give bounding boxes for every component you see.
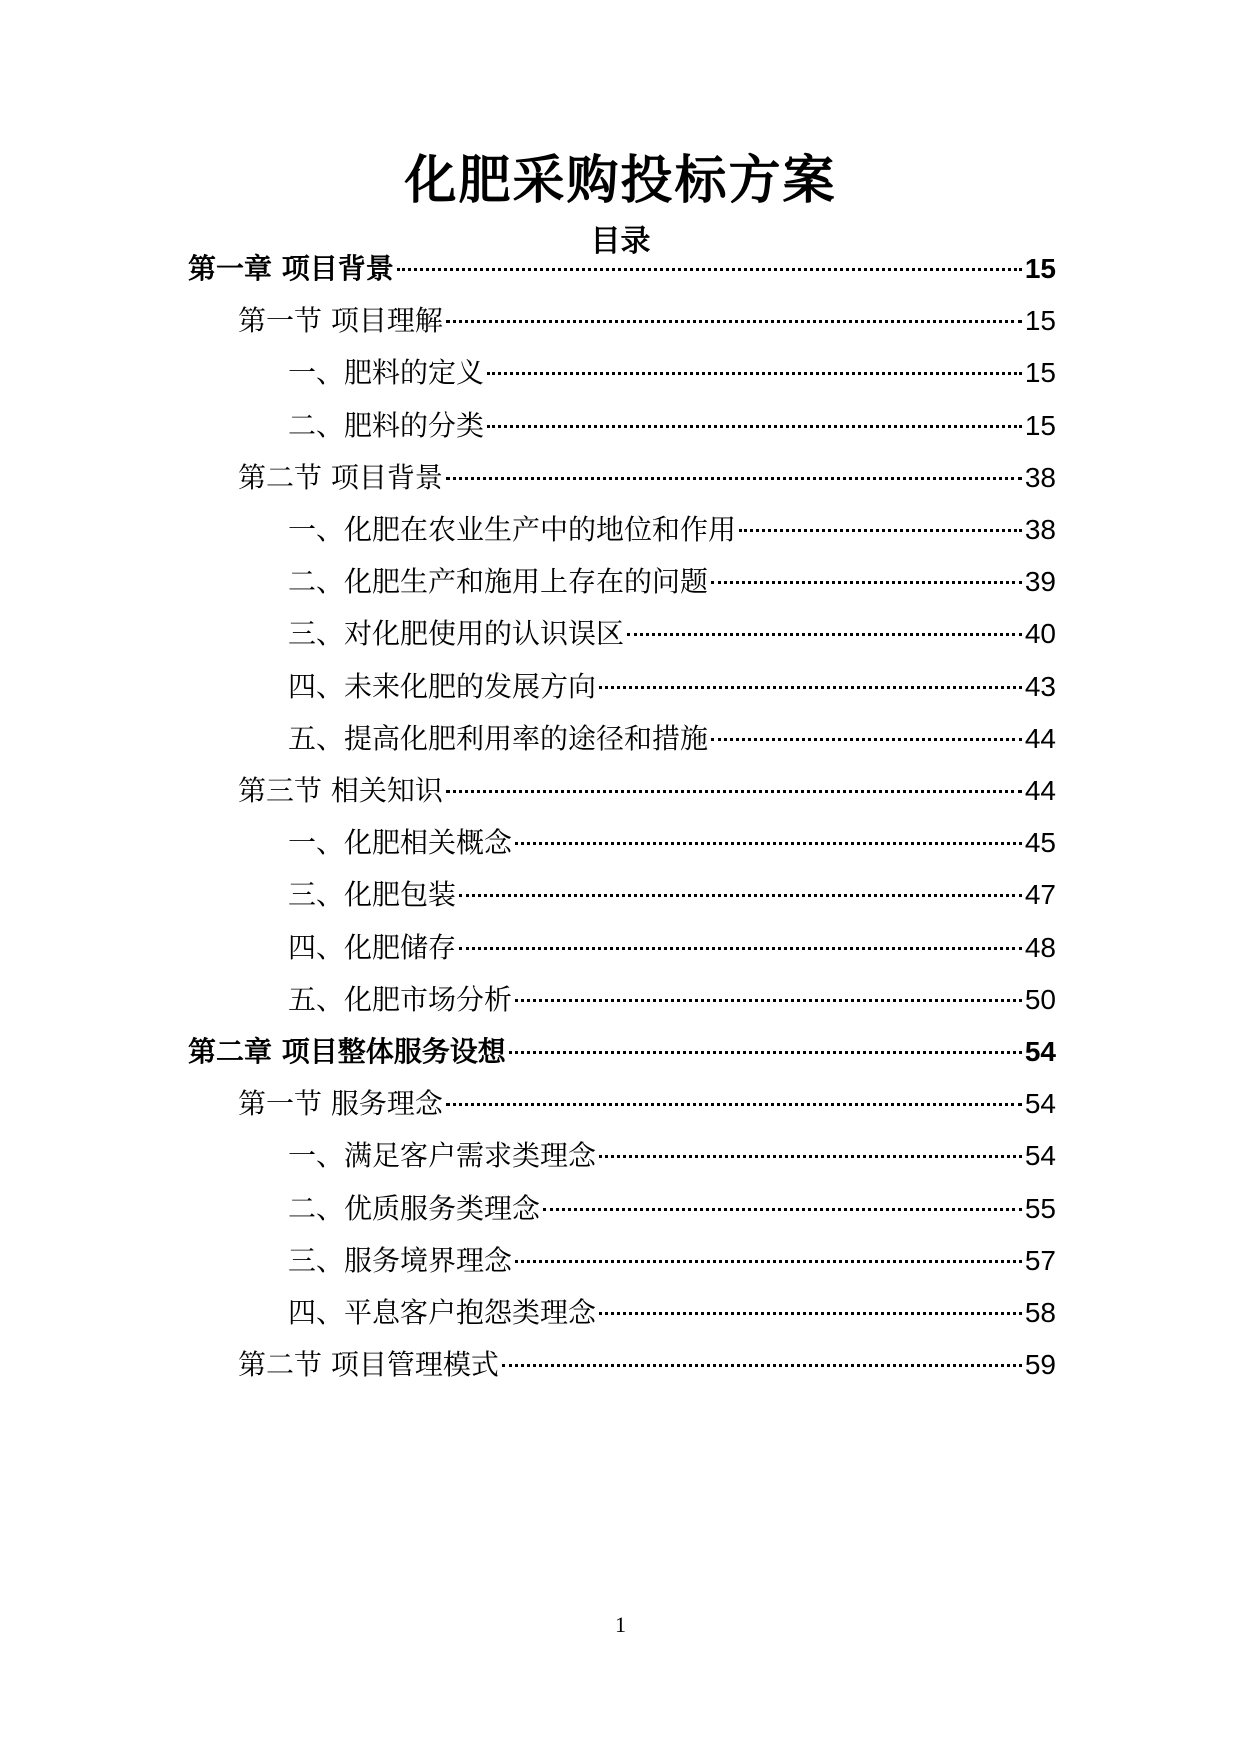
- document-title: 化肥采购投标方案: [404, 151, 837, 211]
- toc-dot-leader: [711, 581, 1022, 584]
- toc-entry-level-3[interactable]: [288, 926, 1056, 970]
- toc-dot-leader: [446, 320, 1022, 323]
- toc-entry-page: 44: [1024, 722, 1056, 754]
- toc-entry-page: 54: [1024, 1140, 1056, 1172]
- toc-entry-title: 一、化肥相关概念: [288, 826, 513, 860]
- toc-entry-page: 15: [1024, 253, 1056, 284]
- toc-entry-title: 三、对化肥使用的认识误区: [288, 617, 625, 651]
- page-number: 1: [615, 1612, 626, 1637]
- toc-entry-level-1[interactable]: [188, 1030, 1056, 1074]
- toc-dot-leader: [487, 372, 1022, 375]
- toc-dot-leader: [397, 268, 1022, 271]
- toc-entry-page: 43: [1024, 670, 1056, 702]
- toc-entry-title: 一、化肥在农业生产中的地位和作用: [288, 513, 737, 546]
- toc-dot-leader: [509, 1051, 1022, 1054]
- toc-entry-page: 54: [1024, 1088, 1056, 1120]
- toc-entry-title: 二、肥料的分类: [288, 408, 485, 442]
- toc-entry-title: 第一节 项目理解: [238, 304, 443, 338]
- toc-entry-title: 第二节 项目管理模式: [238, 1348, 499, 1382]
- toc-dot-leader: [459, 947, 1022, 950]
- toc-dot-leader: [446, 1103, 1022, 1106]
- toc-entry-page: 55: [1024, 1192, 1056, 1224]
- toc-entry-level-2[interactable]: [238, 1343, 1056, 1387]
- toc-entry-level-3[interactable]: [288, 1187, 1056, 1231]
- toc-entry-page: 38: [1024, 461, 1056, 493]
- toc-entry-level-3[interactable]: [288, 873, 1056, 917]
- toc-entry-page: 47: [1024, 879, 1056, 911]
- toc-entry-level-3[interactable]: [288, 612, 1056, 656]
- toc-entry-level-3[interactable]: [288, 508, 1056, 552]
- toc-entry-page: 15: [1024, 357, 1056, 389]
- toc-entry-page: 39: [1024, 566, 1056, 598]
- toc-entry-page: 57: [1024, 1244, 1056, 1276]
- toc-entry-title: 一、满足客户需求类理念: [288, 1139, 597, 1173]
- toc-dot-leader: [515, 1260, 1022, 1263]
- toc-dot-leader: [543, 1208, 1022, 1211]
- toc-dot-leader: [739, 529, 1022, 532]
- toc-entry-level-2[interactable]: [238, 456, 1056, 500]
- toc-entry-level-3[interactable]: [288, 560, 1056, 604]
- toc-heading: 目录: [590, 224, 651, 259]
- toc-entry-level-3[interactable]: [288, 821, 1056, 865]
- toc-dot-leader: [446, 790, 1022, 793]
- toc-entry-level-2[interactable]: [238, 769, 1056, 813]
- table-of-contents: [188, 0, 1056, 1600]
- toc-dot-leader: [627, 633, 1022, 636]
- toc-entry-level-3[interactable]: [288, 351, 1056, 395]
- toc-entry-level-3[interactable]: [288, 1134, 1056, 1178]
- toc-entry-title: 五、提高化肥利用率的途径和措施: [288, 721, 709, 755]
- toc-dot-leader: [502, 1364, 1022, 1367]
- toc-dot-leader: [515, 999, 1022, 1002]
- toc-entry-title: 第三节 相关知识: [238, 774, 443, 807]
- toc-entry-page: 59: [1024, 1349, 1056, 1381]
- toc-entry-page: 38: [1024, 514, 1056, 545]
- toc-entry-title: 三、服务境界理念: [288, 1243, 513, 1277]
- toc-entry-level-3[interactable]: [288, 717, 1056, 761]
- toc-entry-title: 五、化肥市场分析: [288, 982, 513, 1016]
- toc-entry-page: 45: [1024, 827, 1056, 859]
- toc-entry-page: 40: [1024, 618, 1056, 650]
- toc-entry-title: 三、化肥包装: [288, 878, 457, 912]
- toc-entry-level-2[interactable]: [238, 1082, 1056, 1126]
- toc-entry-title: 四、化肥储存: [288, 930, 457, 964]
- toc-entry-level-3[interactable]: [288, 665, 1056, 709]
- toc-entry-level-3[interactable]: [288, 1291, 1056, 1335]
- toc-entry-page: 58: [1024, 1297, 1056, 1328]
- toc-dot-leader: [599, 686, 1022, 689]
- toc-dot-leader: [599, 1155, 1022, 1158]
- toc-entry-page: 54: [1024, 1036, 1056, 1067]
- toc-dot-leader: [599, 1312, 1022, 1315]
- toc-entry-page: 15: [1024, 305, 1056, 337]
- toc-dot-leader: [515, 842, 1022, 845]
- toc-dot-leader: [487, 425, 1022, 428]
- toc-entry-title: 第二节 项目背景: [238, 460, 443, 494]
- toc-entry-title: 四、平息客户抱怨类理念: [288, 1296, 597, 1329]
- toc-entry-page: 50: [1024, 983, 1056, 1015]
- toc-dot-leader: [446, 477, 1022, 480]
- toc-entry-title: 二、优质服务类理念: [288, 1191, 541, 1225]
- toc-entry-level-3[interactable]: [288, 978, 1056, 1022]
- toc-entry-page: 44: [1024, 775, 1056, 806]
- toc-entry-title: 第一节 服务理念: [238, 1087, 443, 1121]
- toc-entry-level-3[interactable]: [288, 1239, 1056, 1283]
- toc-dot-leader: [459, 894, 1022, 897]
- toc-entry-title: 一、肥料的定义: [288, 356, 485, 390]
- toc-entry-level-2[interactable]: [238, 299, 1056, 343]
- toc-entry-page: 15: [1024, 409, 1056, 441]
- toc-dot-leader: [711, 738, 1022, 741]
- toc-entry-title: 二、化肥生产和施用上存在的问题: [288, 565, 709, 599]
- toc-entry-title: 第一章 项目背景: [188, 252, 394, 285]
- toc-entry-page: 48: [1024, 931, 1056, 963]
- toc-entry-level-1[interactable]: [188, 247, 1056, 291]
- toc-entry-title: 四、未来化肥的发展方向: [288, 669, 597, 703]
- toc-entry-level-3[interactable]: [288, 404, 1056, 448]
- toc-entry-title: 第二章 项目整体服务设想: [188, 1035, 506, 1068]
